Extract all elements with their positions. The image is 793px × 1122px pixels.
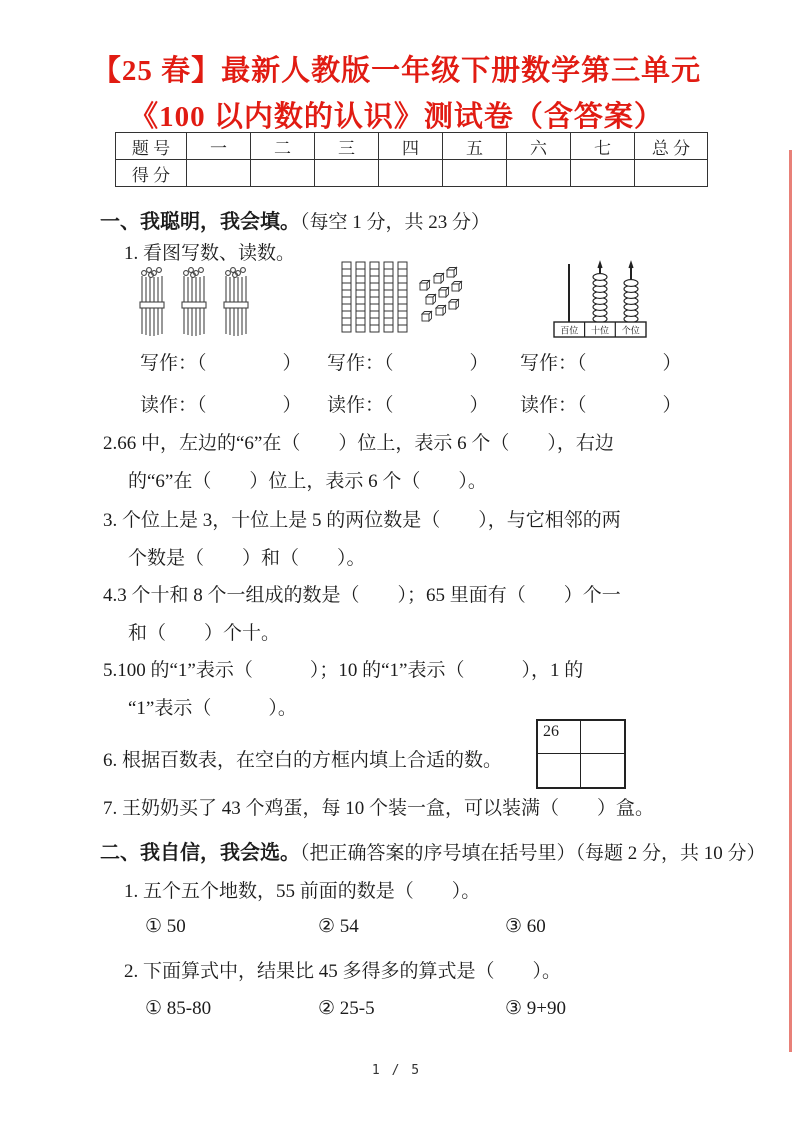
hundred-chart-empty-cell [581,754,624,787]
section-two-heading [100,836,766,865]
s2-q1-text: 1. 五个五个地数，55 前面的数是（ ）。 [124,881,481,902]
s1-q6-text: 6. 根据百数表，在空白的方框内填上合适的数。 [103,750,503,771]
section-one-heading [100,205,490,234]
read-blank-1: 读作：（ ） [140,395,302,416]
s1-q5-line1: 5.100 的“1”表示（ ）；10 的“1”表示（ ），1 的 [103,660,584,681]
s1-q4-line2: 和（ ）个十。 [128,623,281,644]
score-table-score-row [116,160,708,187]
page-title-line2: 《100 以内数的认识》测试卷（含答案） [129,101,664,133]
s1-q2-line1: 2.66 中，左边的“6”在（ ）位上，表示 6 个（ ），右边 [103,433,614,454]
sticks-bundles-figure [136,264,254,344]
s1-q3-line2: 个数是（ ）和（ ）。 [128,548,366,569]
read-blank-2: 读作：（ ） [327,395,489,416]
section-one-heading-note: （每空 1 分，共 23 分） [300,212,491,233]
score-table-cell: 五 [443,133,507,160]
s2-q1-option-2: ② 54 [318,916,359,937]
unit-cubes [420,268,462,322]
section-two-heading-note: （把正确答案的序号填在括号里）（每题 2 分，共 10 分） [300,843,766,864]
score-table-empty-cell [379,160,443,187]
s2-q1-option-3: ③ 60 [505,916,546,937]
s1-q7-text: 7. 王奶奶买了 43 个鸡蛋，每 10 个装一盒，可以装满（ ）盒。 [103,798,655,819]
abacus-label-hundreds: 百位 [560,325,579,336]
write-blank-1: 写作：（ ） [140,353,302,374]
s2-q2-text: 2. 下面算式中，结果比 45 多得多的算式是（ ）。 [124,961,562,982]
s1-q3-line1: 3. 个位上是 3，十位上是 5 的两位数是（ ），与它相邻的两 [103,510,621,531]
read-blank-3: 读作：（ ） [520,395,682,416]
score-table [115,132,708,187]
score-table-empty-cell [443,160,507,187]
ones-beads [624,280,638,323]
section-one-heading-bold: 一、我聪明，我会填。 [100,211,300,233]
abacus-label-tens: 十位 [590,325,610,336]
s1-q4-line1: 4.3 个十和 8 个一组成的数是（ ）；65 里面有（ ）个一 [103,585,621,606]
s1-q5-line2: “1”表示（ ）。 [128,698,297,719]
score-table-empty-cell [571,160,635,187]
base-ten-blocks-figure [340,256,468,342]
score-table-empty-cell [251,160,315,187]
hundred-chart-cell-26: 26 [538,721,581,754]
score-table-cell: 二 [251,133,315,160]
score-table-cell: 三 [315,133,379,160]
abacus-label-ones: 个位 [621,325,640,336]
score-table-empty-cell [315,160,379,187]
hundred-chart-grid [536,719,626,789]
score-table-cell: 六 [507,133,571,160]
page-title-line1: 【25 春】最新人教版一年级下册数学第三单元 [91,55,702,87]
s2-q2-option-2: ② 25-5 [318,998,375,1019]
s1-q1-text: 1. 看图写数、读数。 [124,243,296,264]
abacus-figure [553,258,649,346]
hundred-chart-empty-cell [538,754,581,787]
score-table-cell: 题 号 [116,133,187,160]
score-table-cell: 四 [379,133,443,160]
score-table-cell: 七 [571,133,635,160]
score-table-empty-cell [187,160,251,187]
tens-beads [593,274,607,323]
score-table-empty-cell [507,160,571,187]
s2-q1-option-1: ① 50 [145,916,186,937]
page-number: 1 / 5 [371,1063,422,1078]
hundred-chart-empty-cell [581,721,624,754]
score-table-header-row [116,133,708,160]
s2-q2-option-3: ③ 9+90 [505,998,566,1019]
write-blank-2: 写作：（ ） [327,353,489,374]
s2-q2-option-1: ① 85-80 [145,998,212,1019]
score-table-empty-cell [635,160,708,187]
score-table-cell: 一 [187,133,251,160]
s1-q2-line2: 的“6”在（ ）位上，表示 6 个（ ）。 [128,471,487,492]
score-table-cell: 总 分 [635,133,708,160]
section-two-heading-bold: 二、我自信，我会选。 [100,842,300,864]
write-blank-3: 写作：（ ） [520,353,682,374]
score-table-cell: 得 分 [116,160,187,187]
red-margin-line [789,150,792,1052]
